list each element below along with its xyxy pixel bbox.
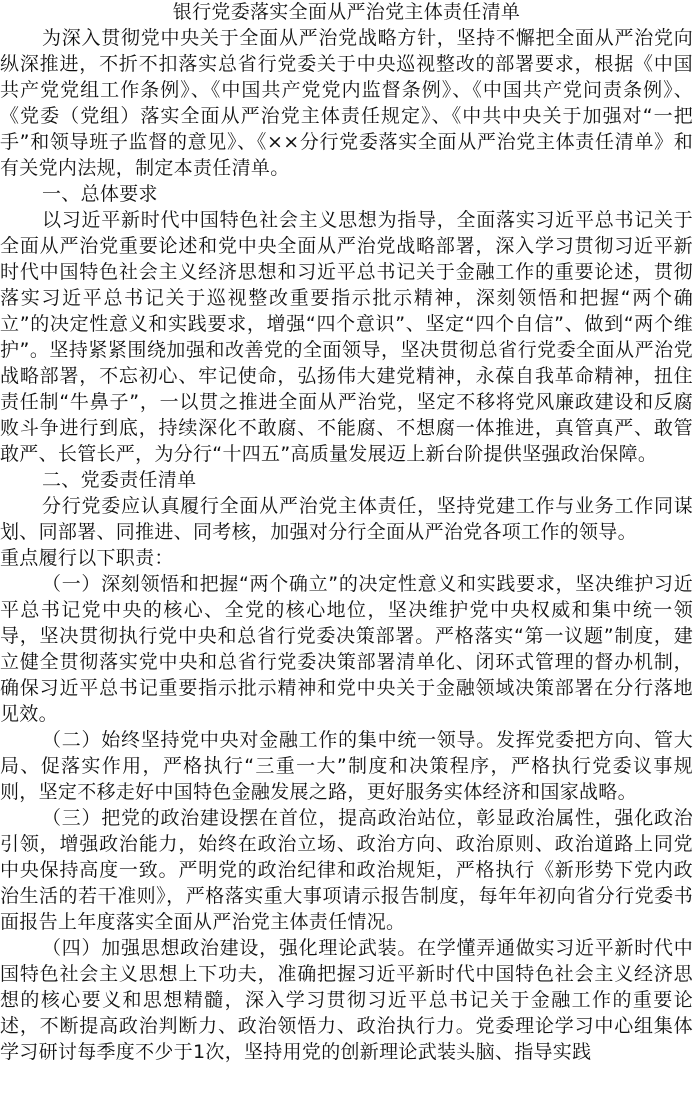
duty-item-1: （一）深刻领悟和把握“两个确立”的决定性意义和实践要求，坚决维护习近平总书记党中央的核心、全党的核心地位，坚决维护党中央权威和集中统一领导，坚决贯彻执行党中央和总省行党委决策部署。严格落实“第一议题”制度，建立健全贯彻落实党中央和总省行党委决策部署清单化、闭环式管理的督办机制，确保习近平总书记重要指示批示精神和党中央关于金融领域决策部署在分行落地见效。 bbox=[0, 573, 693, 725]
document-title: 银行党委落实全面从严治党主体责任清单 bbox=[172, 1, 521, 23]
intro-paragraph: 为深入贯彻党中央关于全面从严治党战略方针，坚持不懈把全面从严治党向纵深推进，不折不扣落实总省行党委关于中央巡视整改的部署要求，根据《中国共产党党组工作条例》、《中国共产党党内监督条例》、《中国共产党问责条例》、《党委（党组）落实全面从严治党主体责任规定》、《中共中央关于加强对“一把手”和领导班子监督的意见》、《××分行党委落实全面从严治党主体责任清单》和有关党内法规，制定本责任清单。 bbox=[0, 27, 693, 179]
section-2-intro-tail: 重点履行以下职责： bbox=[0, 547, 174, 569]
duty-item-4: （四）加强思想政治建设，强化理论武装。在学懂弄通做实习近平新时代中国特色社会主义思想上下功夫，准确把握习近平新时代中国特色社会主义经济思想的核心要义和思想精髓，深入学习贯彻习近平总书记关于金融工作的重要论述，不断提高政治判断力、政治领悟力、政治执行力。党委理论学习中心组集体学习研讨每季度不少于1次，坚持用党的创新理论武装头脑、指导实践 bbox=[0, 937, 693, 1063]
section-2-intro: 分行党委应认真履行全面从严治党主体责任，坚持党建工作与业务工作同谋划、同部署、同推进、同考核，加强对分行全面从严治党各项工作的领导。 bbox=[0, 495, 693, 543]
duty-item-2: （二）始终坚持党中央对金融工作的集中统一领导。发挥党委把方向、管大局、促落实作用，严格执行“三重一大”制度和决策程序，严格执行党委议事规则，坚定不移走好中国特色金融发展之路，更好服务实体经济和国家战略。 bbox=[0, 729, 693, 803]
section-2-heading: 二、党委责任清单 bbox=[42, 469, 197, 491]
duty-item-3: （三）把党的政治建设摆在首位，提高政治站位，彰显政治属性，强化政治引领，增强政治能力，始终在政治立场、政治方向、政治原则、政治道路上同党中央保持高度一致。严明党的政治纪律和政治规矩，严格执行《新形势下党内政治生活的若干准则》，严格落实重大事项请示报告制度，每年年初向省分行党委书面报告上年度落实全面从严治党主体责任情况。 bbox=[0, 807, 693, 933]
section-1-body: 以习近平新时代中国特色社会主义思想为指导，全面落实习近平总书记关于全面从严治党重要论述和党中央全面从严治党战略部署，深入学习贯彻习近平新时代中国特色社会主义经济思想和习近平总书记关于金融工作的重要论述，贯彻落实习近平总书记关于巡视整改重要指示批示精神，深刻领悟和把握“两个确立”的决定性意义和实践要求，增强“四个意识”、坚定“四个自信”、做到“两个维护”。坚持紧紧围绕加强和改善党的全面领导，坚决贯彻总省行党委全面从严治党战略部署，不忘初心、牢记使命，弘扬伟大建党精神，永葆自我革命精神，扭住责任制“牛鼻子”，一以贯之推进全面从严治党，坚定不移将党风廉政建设和反腐败斗争进行到底，持续深化不敢腐、不能腐、不想腐一体推进，真管真严、敢管敢严、长管长严，为分行“十四五”高质量发展迈上新台阶提供坚强政治保障。 bbox=[0, 209, 693, 465]
section-1-heading: 一、总体要求 bbox=[42, 183, 158, 205]
